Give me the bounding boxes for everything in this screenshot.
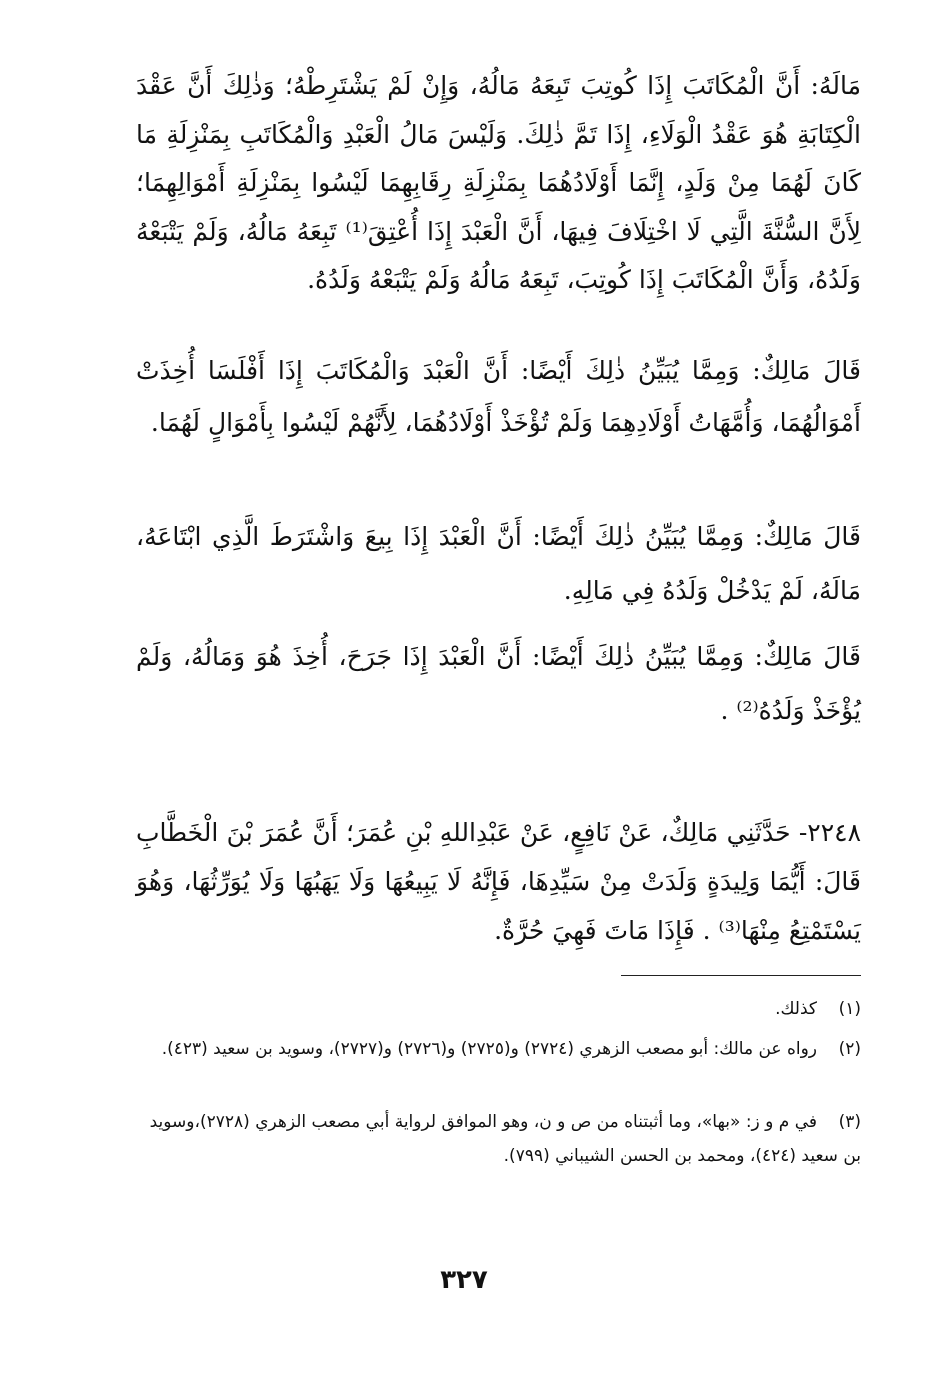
footnote-1 [136,992,861,1026]
page-number: ٣٢٧ [440,1265,488,1295]
footnote-number: (٣) [838,1112,861,1132]
hadith-paragraph: ٢٢٤٨- حَدَّثَنِي مَالِكٌ، عَنْ نَافِعٍ، عَنْ عَبْدِاللهِ بْنِ عُمَرَ؛ أَنَّ عُمَرَ بْنَ الْخَطَّابِ قَالَ: أَيُّمَا وَلِيدَةٍ وَلَدَتْ مِنْ سَيِّدِهَا، فَإِنَّهُ لَا يَبِيعُهَا وَلَا يَهَبُهَا وَلَا يُوَرِّثُهَا، وَهُوَ يَسْتَمْتِعُ مِنْهَا⁽³⁾ . فَإِذَا مَاتَ فَهِيَ حُرَّةٌ. [136,818,861,945]
body-paragraph-2: قَالَ مَالِكٌ: وَمِمَّا يُبَيِّنُ ذٰلِكَ أَيْضًا: أَنَّ الْعَبْدَ وَالْمُكَاتَبَ إِذَا أَفْلَسَا أُخِذَتْ أَمْوَالُهُمَا، وَأُمَّهَاتُ أَوْلَادِهِمَا وَلَمْ تُؤْخَذْ أَوْلَادُهُمَا، لِأَنَّهُمْ لَيْسُوا بِأَمْوَالٍ لَهُمَا. [136,356,861,437]
footnote-text: كذلك. [775,999,817,1019]
body-paragraph-3: قَالَ مَالِكٌ: وَمِمَّا يُبَيِّنُ ذٰلِكَ أَيْضًا: أَنَّ الْعَبْدَ إِذَا بِيعَ وَاشْتَرَطَ الَّذِي ابْتَاعَهُ، مَالَهُ، لَمْ يَدْخُلْ وَلَدُهُ فِي مَالِهِ. [136,522,861,605]
footnote-text: رواه عن مالك: أبو مصعب الزهري (٢٧٢٤) و(٢٧٢٥) و(٢٧٢٦) و(٢٧٢٧)، وسويد بن سعيد (٤٢٣). [161,1039,817,1059]
footnote-text: في م و ز: «بها»، وما أثبتناه من ص و ن، وهو الموافق لرواية أبي مصعب الزهري (٢٧٢٨)،وسويد بن سعيد (٤٢٤)، ومحمد بن الحسن الشيباني (٧٩٩). [149,1112,861,1166]
footnote-3 [136,1105,861,1173]
footnote-2 [136,1032,861,1066]
body-paragraph-1: مَالَهُ: أَنَّ الْمُكَاتَبَ إِذَا كُوتِبَ تَبِعَهُ مَالُهُ، وَإِنْ لَمْ يَشْتَرِطْهُ؛ وَذٰلِكَ أَنَّ عَقْدَ الْكِتَابَةِ هُوَ عَقْدُ الْوَلَاءِ، إِذَا تَمَّ ذٰلِكَ. وَلَيْسَ مَالُ الْعَبْدِ وَالْمُكَاتَبِ بِمَنْزِلَةِ مَا كَانَ لَهُمَا مِنْ وَلَدٍ، إِنَّمَا أَوْلَادُهُمَا بِمَنْزِلَةِ رِقَابِهِمَا لَيْسُوا بِمَنْزِلَةِ أَمْوَالِهِمَا؛ لِأَنَّ السُّنَّةَ الَّتِي لَا اخْتِلَافَ فِيهَا، أَنَّ الْعَبْدَ إِذَا أُعْتِقَ⁽¹⁾ تَبِعَهُ مَالُهُ، وَلَمْ يَتْبَعْهُ وَلَدُهُ، وَأَنَّ الْمُكَاتَبَ إِذَا كُوتِبَ، تَبِعَهُ مَالُهُ وَلَمْ يَتْبَعْهُ وَلَدُهُ. [136,71,861,295]
footnote-divider [621,975,861,976]
footnote-number: (١) [838,999,861,1019]
footnote-number: (٢) [838,1039,861,1059]
body-paragraph-4: قَالَ مَالِكٌ: وَمِمَّا يُبَيِّنُ ذٰلِكَ أَيْضًا: أَنَّ الْعَبْدَ إِذَا جَرَحَ، أُخِذَ هُوَ وَمَالُهُ، وَلَمْ يُؤْخَذْ وَلَدُهُ⁽²⁾ . [136,642,861,725]
